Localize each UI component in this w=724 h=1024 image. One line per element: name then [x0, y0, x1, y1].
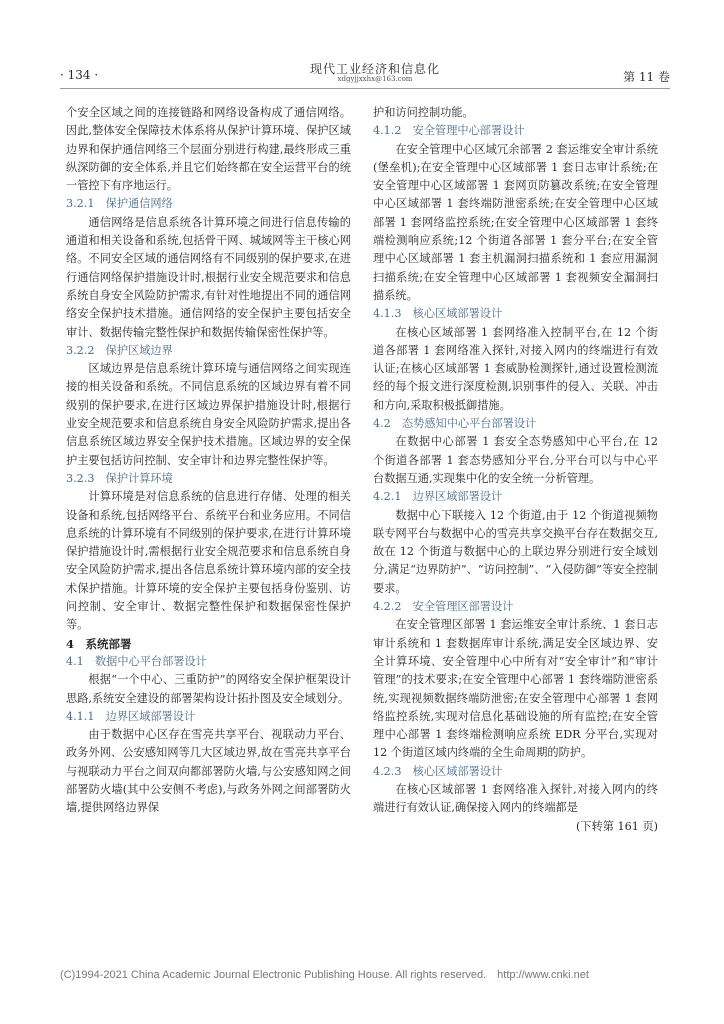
body-paragraph: 由于数据中心区存在雪亮共享平台、视联动力平台、政务外网、公安感知网等几大区域边界,故在雪亮共享平台与视联动力平台之间双向都部署防火墙,与公安感知网之间部署防火墙(其中公安侧不考虑),与政务外网之间部署防火墙,提供网络边界保 [66, 728, 351, 815]
body-paragraph: 数据中心下联接入 12 个街道,由于 12 个街道视频物联专网平台与数据中心的雪亮共享交换平台存在数据交互,故在 12 个街道与数据中心的上联边界分别进行安全域划分,满足“边界防护”、“访问控制”、“入侵防御”等安全控制要求。 [373, 508, 658, 595]
body-paragraph: 在安全管理中心区域冗余部署 2 套运维安全审计系统(堡垒机);在安全管理中心区域部署 1 套日志审计系统;在安全管理中心区域部署 1 套网页防篡改系统;在安全管理中心区域部署 1 套终端防泄密系统;在安全管理中心区域部署 1 套网络监控系统;在安全管理中心区域部署 1 套终端检测响应系统;12 个街道各部署 1 套分平台;在安全管理中心区域部署 1 套主机漏洞扫描系统和 1 套应用漏洞扫描系统;在安全管理中心区域部署 1 套视频安全漏洞扫描系统。 [373, 142, 658, 302]
subsection-heading: 3.2.3 保护计算环境 [66, 471, 173, 485]
volume-label: 第 11 卷 [623, 70, 670, 84]
running-header [60, 58, 670, 89]
subsection-heading: 4.1.1 边界区域部署设计 [66, 709, 196, 723]
body-paragraph: 通信网络是信息系统各计算环境之间进行信息传输的通道和相关设备和系统,包括骨干网、城域网等主干核心网络。不同安全区域的通信网络有不同级别的保护要求,在进行通信网络保护措施设计时,根据行业安全规范要求和信息系统自身安全风险防护需求,有针对性地提出不同的通信网络安全保护技术措施。通信网络的安全保护主要包括安全审计、数据传输完整性保护和数据传输保密性保护等。 [66, 215, 351, 339]
body-paragraph: 在安全管理区部署 1 套运维安全审计系统、1 套日志审计系统和 1 套数据库审计系统,满足安全区域边界、安全计算环境、安全管理中心中所有对“安全审计”和“审计管理”的技术要求;在安全管理中心部署 1 套终端防泄密系统,实现视频数据终端防泄密;在安全管理中心部署 1 套网络监控系统,实现对信息化基础设施的所有监控;在安全管理中心部署 1 套终端检测响应系统 EDR 分平台,实现对 12 个街道区域内终端的全生命周期的防护。 [373, 618, 658, 760]
body-paragraph: 区域边界是信息系统计算环境与通信网络之间实现连接的相关设备和系统。不同信息系统的区域边界有着不同级别的保护要求,在进行区域边界保护措施设计时,根据行业安全规范要求和信息系统自身安全风险防护需求,提出各信息系统区域边界安全保护技术措施。区域边界的安全保护主要包括访问控制、安全审计和边界完整性保护等。 [66, 362, 351, 467]
subsection-heading: 4.1.3 核心区域部署设计 [373, 307, 503, 321]
body-paragraph: 根据“一个中心、三重防护”的网络安全保护框架设计思路,系统安全建设的部署架构设计拓扑图及安全域划分。 [66, 673, 351, 705]
journal-email: xdgyjjxxhx@163.com [337, 75, 413, 83]
body-paragraph: 在核心区域部署 1 套网络准入探针,对接入网内的终端进行有效认证,确保接入网内的终端都是 [373, 782, 658, 815]
subsection-heading: 3.2.2 保护区域边界 [66, 343, 173, 357]
section-heading: 4 系统部署 [66, 636, 132, 651]
subsection-heading: 4.2.1 边界区域部署设计 [373, 490, 503, 504]
body-paragraph: 在数据中心部署 1 套安全态势感知中心平台,在 12 个街道各部署 1 套态势感知分平台,分平台可以与中心平台数据互通,实现集中化的安全统一分析管理。 [373, 435, 658, 485]
left-column [66, 104, 351, 818]
subsection-heading: 4.2.2 安全管理区部署设计 [373, 600, 514, 614]
body-paragraph: 个安全区域之间的连接链路和网络设备构成了通信网络。因此,整体安全保障技术体系将从保护计算环境、保护区域边界和保护通信网络三个层面分别进行构建,最终形成三重纵深防御的安全体系,并且它们始终都在安全运营平台的统一管控下有序地运行。 [66, 106, 351, 193]
continued-note: (下转第 161 页) [576, 819, 658, 833]
right-column [373, 104, 658, 836]
body-paragraph: 在核心区域部署 1 套网络准入控制平台,在 12 个街道各部署 1 套网络准入探针,对接入网内的终端进行有效认证;在核心区域部署 1 套威胁检测探针,通过设置检测流经的每个报文进行深度检测,识别事件的侵入、关联、冲击和方向,采取积极抵御措施。 [373, 325, 658, 412]
subsection-heading: 4.1 数据中心平台部署设计 [66, 654, 207, 668]
page-number: · 134 · [60, 68, 99, 82]
subsection-heading: 4.2.3 核心区域部署设计 [373, 764, 503, 778]
subsection-heading: 4.1.2 安全管理中心部署设计 [373, 124, 525, 138]
subsection-heading: 3.2.1 保护通信网络 [66, 197, 173, 211]
body-paragraph: 护和访问控制功能。 [373, 106, 474, 119]
subsection-heading: 4.2 态势感知中心平台部署设计 [373, 417, 537, 431]
copyright-footer: (C)1994-2021 China Academic Journal Electronic Publishing House. All rights reserved. http://www.cnki.net [60, 969, 589, 981]
body-paragraph: 计算环境是对信息系统的信息进行存储、处理的相关设备和系统,包括网络平台、系统平台和业务应用。不同信息系统的计算环境有不同级别的保护要求,在进行计算环境保护措施设计时,需根据行业安全规范要求和信息系统自身安全风险防护需求,提出各信息系统计算环境内部的安全技术保护措施。计算环境的安全保护主要包括身份鉴别、访问控制、安全审计、数据完整性保护和数据保密性保护等。 [66, 490, 351, 632]
journal-title: 现代工业经济和信息化 [309, 62, 440, 76]
